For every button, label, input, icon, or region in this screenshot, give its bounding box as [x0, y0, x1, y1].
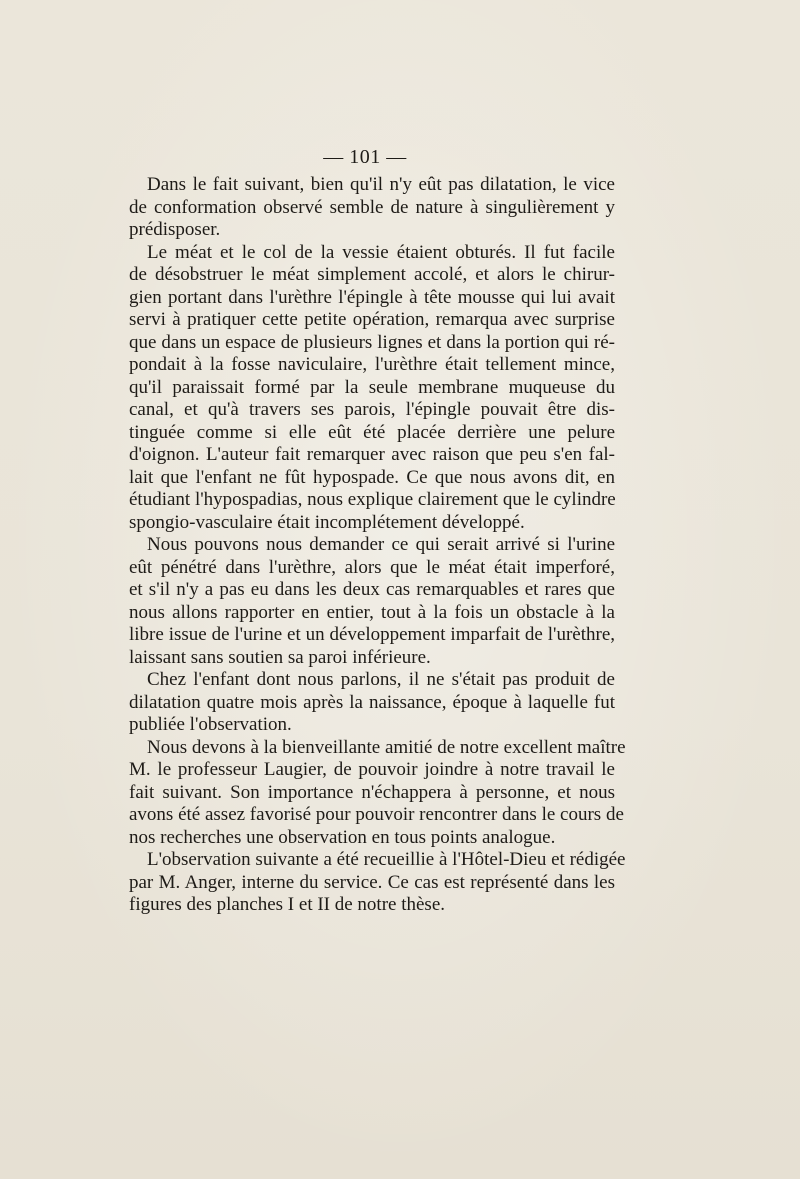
- text-line: spongio-vasculaire était incomplétement développé.: [129, 511, 525, 533]
- text-line: de conformation observé semble de nature à singulièrement y: [129, 196, 615, 218]
- text-line: étudiant l'hypospadias, nous explique clairement que le cylindre: [129, 489, 616, 510]
- text-line: d'oignon. L'auteur fait remarquer avec raison que peu s'en fal-: [129, 444, 615, 465]
- paragraph: [129, 849, 626, 917]
- page-number: — 101 —: [323, 146, 407, 168]
- text-line: publiée l'observation.: [129, 714, 292, 735]
- text-line: nous allons rapporter en entier, tout à la fois un obstacle à la: [129, 601, 615, 623]
- text-line: tinguée comme si elle eût été placée derrière une pelure: [129, 421, 615, 443]
- text-line: eût pénétré dans l'urèthre, alors que le méat était imperforé,: [129, 556, 615, 578]
- text-line: que dans un espace de plusieurs lignes et dans la portion qui ré-: [129, 331, 615, 353]
- text-line: qu'il paraissait formé par la seule membrane muqueuse du: [129, 376, 615, 398]
- text-line: Nous devons à la bienveillante amitié de notre excellent maître: [147, 736, 626, 758]
- text-line: servi à pratiquer cette petite opération, remarqua avec surprise: [129, 309, 615, 330]
- paragraph: [129, 736, 626, 850]
- text-line: lait que l'enfant ne fût hypospade. Ce que nous avons dit, en: [129, 466, 615, 488]
- text-line: Nous pouvons nous demander ce qui serait arrivé si l'urine: [147, 534, 615, 555]
- paragraph: [129, 534, 615, 669]
- text-line: laissant sans soutien sa paroi inférieure.: [129, 646, 431, 668]
- text-line: libre issue de l'urine et un développement imparfait de l'urèthre,: [129, 624, 615, 645]
- text-line: et s'il n'y a pas eu dans les deux cas remarquables et rares que: [129, 579, 615, 600]
- body-text: [129, 174, 626, 917]
- text-line: prédisposer.: [129, 219, 221, 240]
- text-line: pondait à la fosse naviculaire, l'urèthre était tellement mince,: [129, 354, 615, 375]
- text-line: dilatation quatre mois après la naissance, époque à laquelle fut: [129, 691, 615, 713]
- text-line: de désobstruer le méat simplement accolé, et alors le chirur-: [129, 264, 615, 285]
- text-line: figures des planches I et II de notre thèse.: [129, 894, 446, 915]
- text-line: fait suivant. Son importance n'échappera à personne, et nous: [129, 781, 615, 803]
- paragraph: [129, 669, 615, 737]
- text-line: avons été assez favorisé pour pouvoir rencontrer dans le cours de: [129, 804, 624, 825]
- text-line: L'observation suivante a été recueillie à l'Hôtel-Dieu et rédigée: [147, 849, 626, 870]
- text-line: par M. Anger, interne du service. Ce cas est représenté dans les: [129, 871, 615, 893]
- paragraph: [129, 174, 615, 242]
- text-line: gien portant dans l'urèthre l'épingle à tête mousse qui lui avait: [129, 286, 615, 308]
- text-line: Dans le fait suivant, bien qu'il n'y eût pas dilatation, le vice: [147, 174, 615, 195]
- text-line: Chez l'enfant dont nous parlons, il ne s'était pas produit de: [147, 669, 615, 690]
- text-line: M. le professeur Laugier, de pouvoir joindre à notre travail le: [129, 759, 615, 780]
- text-line: nos recherches une observation en tous points analogue.: [129, 826, 556, 848]
- paragraph: [129, 242, 615, 535]
- text-line: canal, et qu'à travers ses parois, l'épingle pouvait être dis-: [129, 399, 615, 420]
- text-line: Le méat et le col de la vessie étaient obturés. Il fut facile: [147, 241, 615, 263]
